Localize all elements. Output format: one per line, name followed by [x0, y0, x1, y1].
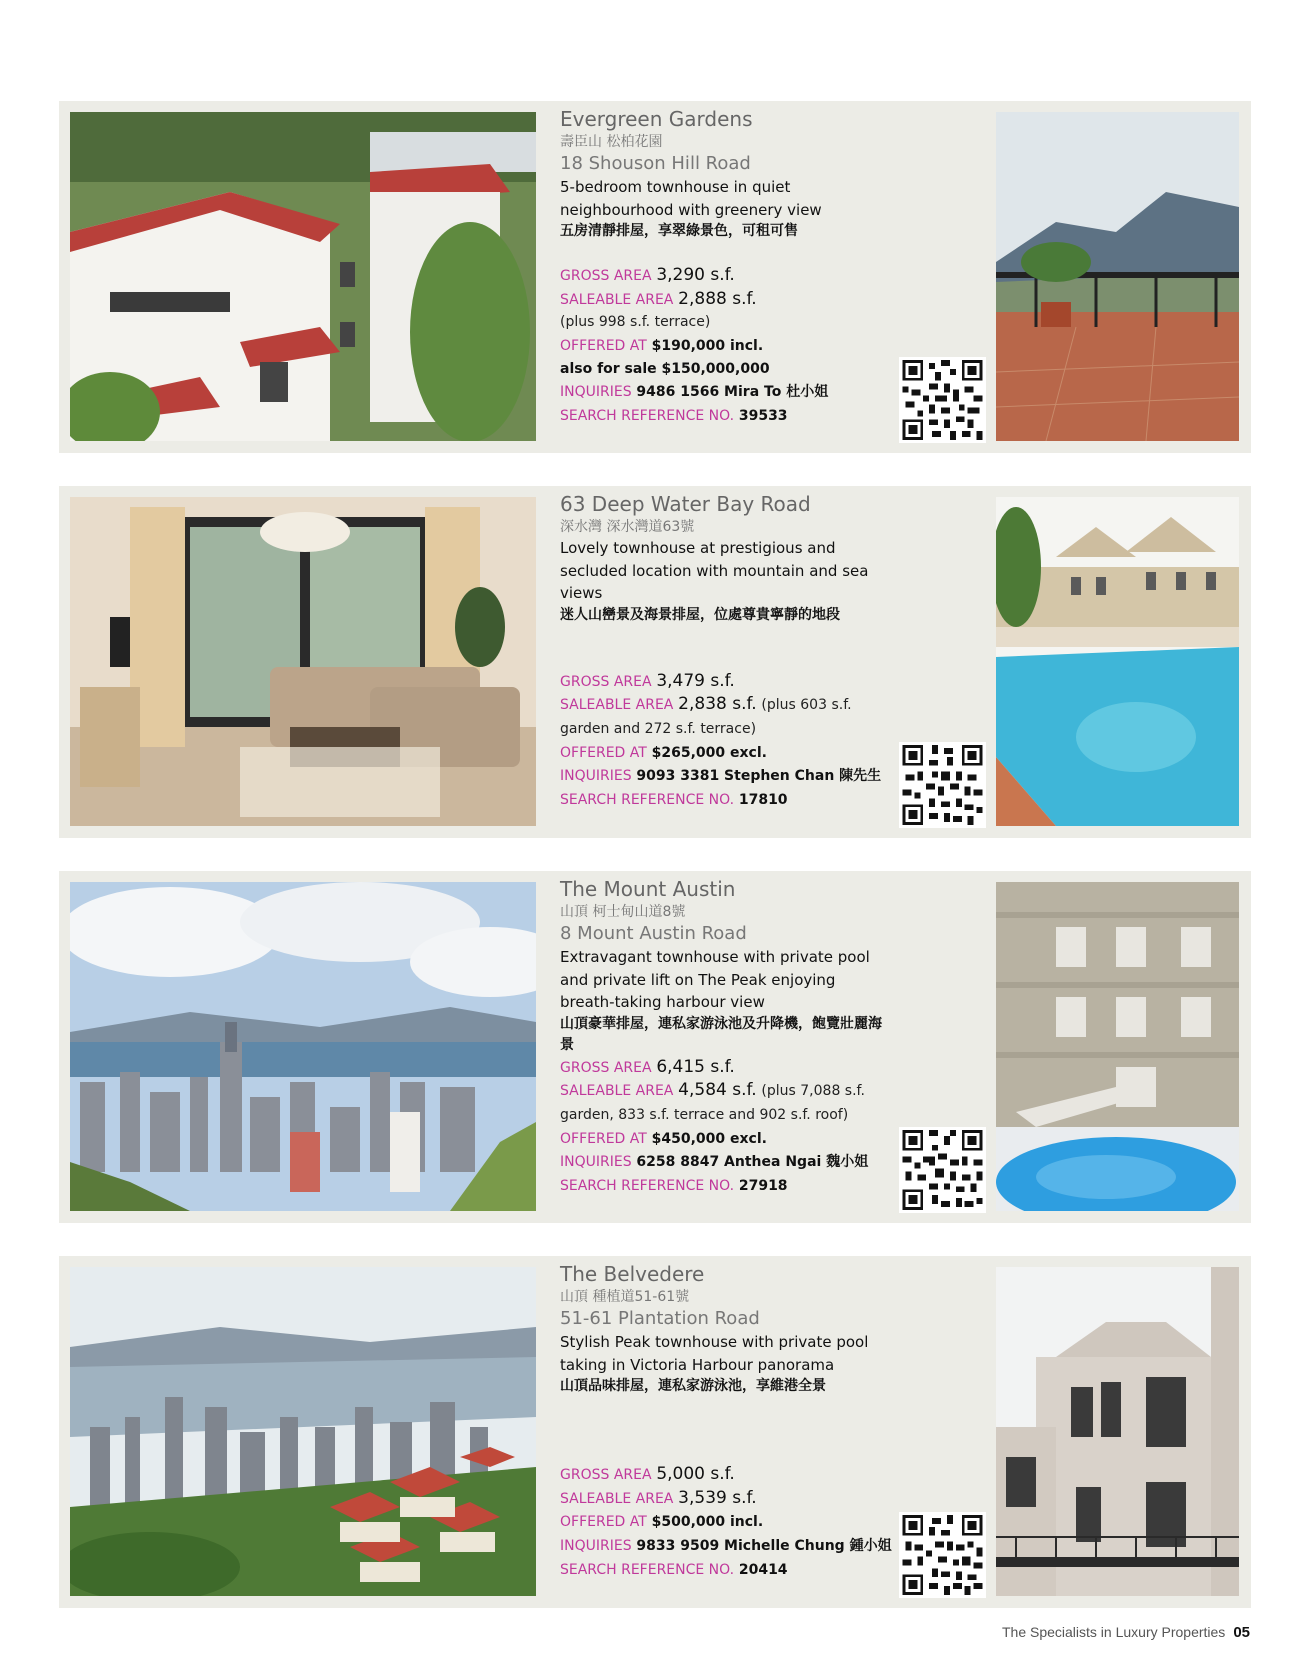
offered-row — [560, 1510, 892, 1534]
inquiries-contact[interactable]: 9833 9509 Michelle Chung 鍾小姐 — [636, 1537, 892, 1554]
saleable-area-note: (plus 603 s.f. garden and 272 s.f. terrace) — [560, 697, 852, 737]
page-footer — [1002, 1624, 1250, 1641]
listing-description: Extravagant townhouse with private pool and private lift on The Peak enjoying breath-taking harbour view — [560, 948, 870, 1012]
gross-area-row — [560, 670, 892, 694]
listing-card-the-belvedere — [59, 1256, 1251, 1608]
listing-description-cn: 迷人山巒景及海景排屋，位處尊貴寧靜的地段 — [560, 606, 840, 623]
gross-area-row — [560, 1056, 892, 1080]
qr-code-icon[interactable] — [899, 357, 986, 443]
offered-value: $190,000 incl. — [651, 337, 764, 354]
listing-photo-side[interactable] — [996, 1267, 1239, 1596]
reference-label: SEARCH REFERENCE NO. — [560, 791, 735, 808]
inquiries-contact[interactable]: 9093 3381 Stephen Chan 陳先生 — [636, 768, 882, 785]
listing-description: Stylish Peak townhouse with private pool taking in Victoria Harbour panorama — [560, 1333, 869, 1374]
qr-code-icon[interactable] — [899, 1127, 986, 1213]
offered-label: OFFERED AT — [560, 744, 647, 761]
listing-name: The Belvedere — [560, 1262, 705, 1286]
reference-row — [560, 404, 892, 428]
page-number: 05 — [1233, 1624, 1250, 1641]
reference-number: 27918 — [738, 1177, 788, 1194]
saleable-area-label: SALEABLE AREA — [560, 697, 674, 714]
reference-label: SEARCH REFERENCE NO. — [560, 407, 735, 424]
listing-address: 51-61 Plantation Road — [560, 1308, 760, 1329]
inquiries-contact[interactable]: 9486 1566 Mira To 杜小姐 — [636, 384, 829, 401]
listing-photo-side[interactable] — [996, 882, 1239, 1211]
reference-label: SEARCH REFERENCE NO. — [560, 1177, 735, 1194]
reference-number: 39533 — [738, 407, 788, 424]
listing-name-cn: 山頂 種植道51-61號 — [560, 1289, 690, 1305]
listing-name-cn: 壽臣山 松柏花園 — [560, 134, 663, 150]
offered-row — [560, 334, 892, 358]
gross-area-label: GROSS AREA — [560, 1467, 652, 1484]
offered-row — [560, 1127, 892, 1151]
inquiries-label: INQUIRIES — [560, 384, 632, 401]
gross-area-label: GROSS AREA — [560, 673, 652, 690]
listing-photo-main[interactable] — [70, 497, 536, 826]
listing-description-cn: 五房清靜排屋，享翠綠景色，可租可售 — [560, 223, 798, 240]
saleable-area-row — [560, 693, 892, 740]
listing-name-cn: 深水灣 深水灣道63號 — [560, 519, 695, 535]
sale-price: also for sale $150,000,000 — [560, 360, 770, 377]
reference-row — [560, 1558, 892, 1582]
listing-card-evergreen-gardens — [59, 101, 1251, 453]
listing-info — [560, 492, 892, 832]
listing-name-cn: 山頂 柯士甸山道8號 — [560, 904, 686, 920]
inquiries-label: INQUIRIES — [560, 1154, 632, 1171]
reference-row — [560, 1174, 892, 1198]
gross-area-value: 3,479 s.f. — [656, 670, 735, 691]
listing-info — [560, 1262, 892, 1602]
listing-address: 18 Shouson Hill Road — [560, 153, 751, 174]
offered-row — [560, 741, 892, 765]
listing-description: Lovely townhouse at prestigious and secluded location with mountain and sea views — [560, 539, 869, 603]
listing-photo-side[interactable] — [996, 112, 1239, 441]
offered-label: OFFERED AT — [560, 1130, 647, 1147]
gross-area-value: 3,290 s.f. — [656, 265, 735, 286]
listing-card-mount-austin — [59, 871, 1251, 1223]
qr-code-icon[interactable] — [899, 1512, 986, 1598]
offered-value: $500,000 incl. — [651, 1514, 764, 1531]
listing-photo-main[interactable] — [70, 882, 536, 1211]
offered-value: $265,000 excl. — [651, 744, 767, 761]
listing-description-cn: 山頂品味排屋，連私家游泳池，享維港全景 — [560, 1378, 826, 1395]
inquiries-row — [560, 1534, 892, 1558]
saleable-area-row — [560, 1079, 892, 1126]
saleable-area-value: 3,539 s.f. — [678, 1487, 757, 1508]
inquiries-row — [560, 1150, 892, 1174]
listing-info — [560, 877, 892, 1217]
gross-area-label: GROSS AREA — [560, 1059, 652, 1076]
qr-code-icon[interactable] — [899, 742, 986, 828]
footer-tagline: The Specialists in Luxury Properties — [1001, 1624, 1226, 1640]
offered-label: OFFERED AT — [560, 337, 647, 354]
saleable-area-label: SALEABLE AREA — [560, 1490, 674, 1507]
listing-photo-main[interactable] — [70, 1267, 536, 1596]
listing-name: The Mount Austin — [560, 877, 736, 901]
gross-area-row — [560, 264, 892, 288]
reference-number: 20414 — [738, 1561, 788, 1578]
listing-description: 5-bedroom townhouse in quiet neighbourhood with greenery view — [560, 178, 822, 219]
gross-area-value: 5,000 s.f. — [656, 1464, 735, 1485]
saleable-area-row — [560, 288, 892, 312]
saleable-area-row — [560, 1487, 892, 1511]
inquiries-row — [560, 380, 892, 404]
saleable-area-label: SALEABLE AREA — [560, 291, 674, 308]
saleable-area-label: SALEABLE AREA — [560, 1083, 674, 1100]
gross-area-value: 6,415 s.f. — [656, 1056, 735, 1077]
listing-name: 63 Deep Water Bay Road — [560, 492, 811, 516]
inquiries-contact[interactable]: 6258 8847 Anthea Ngai 魏小姐 — [636, 1154, 869, 1171]
listing-info — [560, 107, 892, 447]
saleable-area-note: (plus 998 s.f. terrace) — [560, 314, 711, 331]
offered-label: OFFERED AT — [560, 1514, 647, 1531]
reference-number: 17810 — [738, 791, 788, 808]
listing-address: 8 Mount Austin Road — [560, 923, 747, 944]
reference-row — [560, 788, 892, 812]
gross-area-row — [560, 1463, 892, 1487]
listing-card-deep-water-bay — [59, 486, 1251, 838]
saleable-area-value: 4,584 s.f. — [678, 1080, 757, 1101]
inquiries-label: INQUIRIES — [560, 768, 632, 785]
inquiries-label: INQUIRIES — [560, 1537, 632, 1554]
saleable-area-value: 2,838 s.f. — [678, 694, 757, 715]
gross-area-label: GROSS AREA — [560, 268, 652, 285]
reference-label: SEARCH REFERENCE NO. — [560, 1561, 735, 1578]
listing-description-cn: 山頂豪華排屋，連私家游泳池及升降機，飽覽壯麗海景 — [560, 1015, 882, 1053]
listing-photo-side[interactable] — [996, 497, 1239, 826]
offered-value: $450,000 excl. — [651, 1130, 767, 1147]
saleable-area-note: (plus 7,088 s.f. garden, 833 s.f. terrace and 902 s.f. roof) — [560, 1083, 865, 1123]
inquiries-row — [560, 764, 892, 788]
saleable-area-value: 2,888 s.f. — [678, 288, 757, 309]
listing-photo-main[interactable] — [70, 112, 536, 441]
listing-name: Evergreen Gardens — [560, 107, 753, 131]
